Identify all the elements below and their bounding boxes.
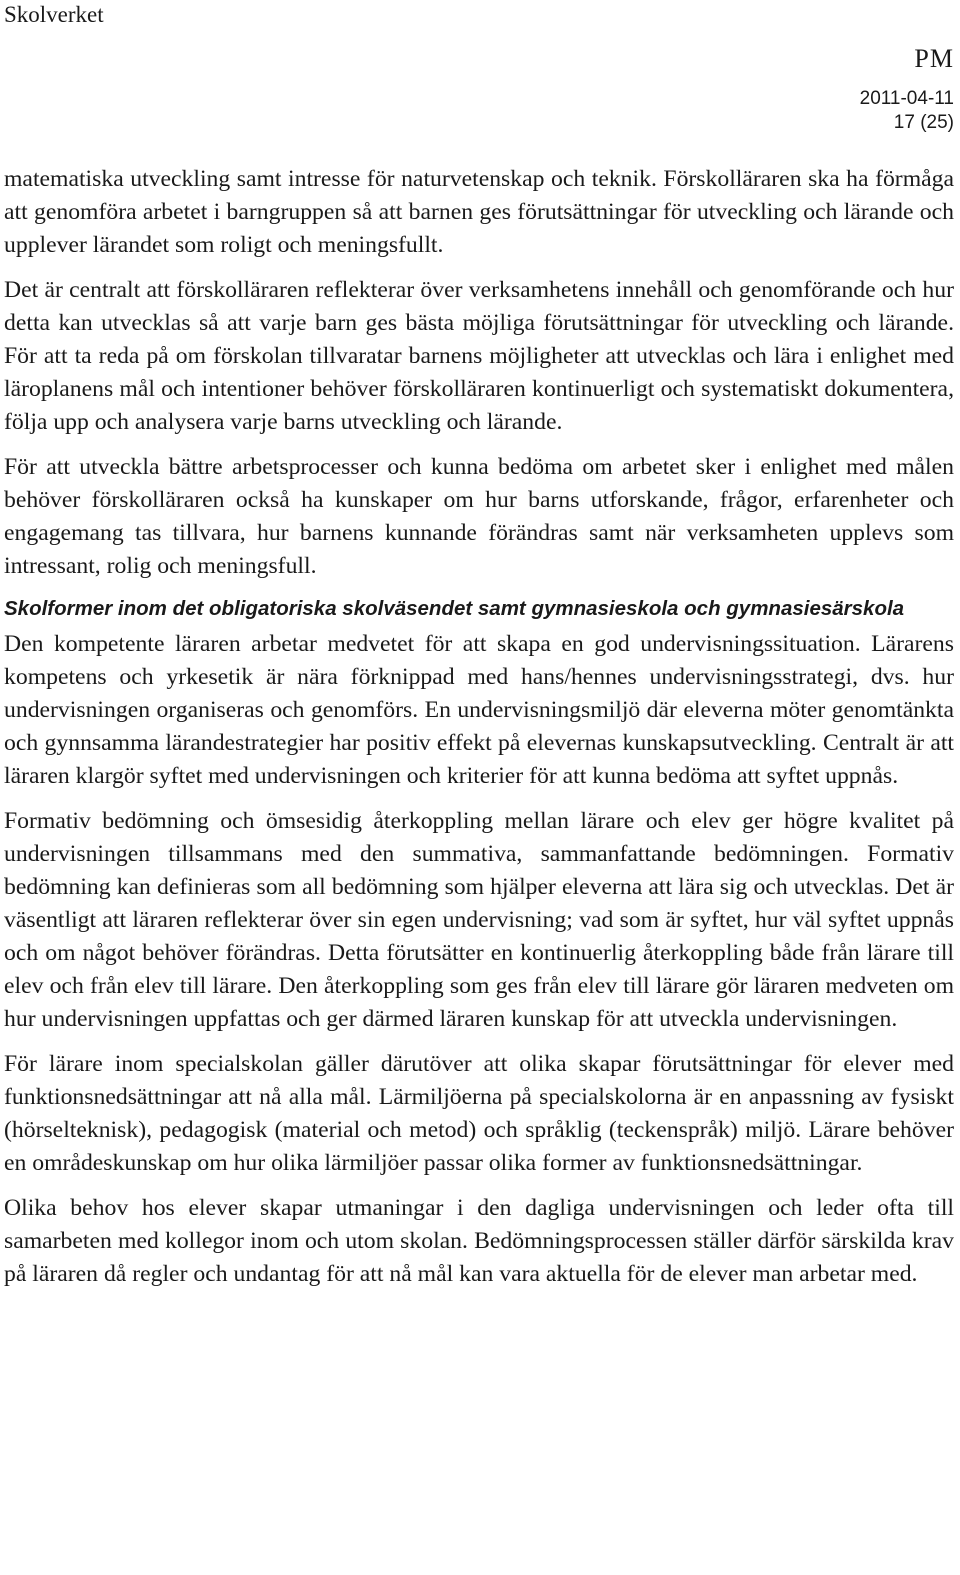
body-paragraph: Den kompetente läraren arbetar medvetet för att skapa en god undervisningssituation. Lärarens kompetens och yrkesetik är nära förknippad med hans/hennes undervisningsstrategi, dvs. hur undervisningen organiseras och genomförs. En undervisningsmiljö där eleverna möter genomtänkta och gynnsamma lärandestrategier har positiv effekt på elevernas kunskapsutveckling. Centralt är att läraren klargör syftet med undervisningen och kriterier för att kunna bedöma att syftet uppnås.: [4, 631, 954, 789]
document-date: 2011-04-11: [859, 88, 954, 109]
body-paragraph: För att utveckla bättre arbetsprocesser och kunna bedöma om arbetet sker i enlighet med målen behöver förskolläraren också ha kunskaper om hur barns utforskande, frågor, erfarenheter och engagemang tas tillvara, hur barnens kunnande förändras samt när verksamheten upplevs som intressant, rolig och meningsfull.: [4, 454, 954, 579]
document-type: PM: [914, 44, 954, 73]
body-paragraph: Det är centralt att förskolläraren reflekterar över verksamhetens innehåll och genomförande och hur detta kan utvecklas så att varje barn ges bästa möjliga förutsättningar för utveckling och lärande. För att ta reda på om förskolan tillvaratar barnens möjligheter att utvecklas och lära i enlighet med läroplanens mål och intentioner behöver förskolläraren kontinuerligt och systematiskt dokumentera, följa upp och analysera varje barns utveckling och lärande.: [4, 277, 954, 435]
organization-name: Skolverket: [4, 2, 104, 27]
body-paragraph: Olika behov hos elever skapar utmaningar i den dagliga undervisningen och leder ofta till samarbeten med kollegor inom och utom skolan. Bedömningsprocessen ställer därför särskilda krav på läraren då regler och undantag för att nå mål kan vara aktuella för de elever man arbetar med.: [4, 1195, 954, 1287]
document-body: [4, 163, 954, 1303]
section-heading: Skolformer inom det obligatoriska skolväsendet samt gymnasieskola och gymnasiesärskola: [4, 597, 905, 620]
page-header: [0, 0, 960, 145]
page-number: 17 (25): [893, 112, 954, 133]
body-paragraph: matematiska utveckling samt intresse för naturvetenskap och teknik. Förskolläraren ska ha förmåga att genomföra arbetet i barngruppen så att barnen ges förutsättningar för utveckling och lärande och upplever lärandet som roligt och meningsfullt.: [4, 166, 954, 258]
body-paragraph: För lärare inom specialskolan gäller därutöver att olika skapar förutsättningar för elever med funktionsnedsättningar att nå alla mål. Lärmiljöerna på specialskolorna är en anpassning av fysiskt (hörselteknisk), pedagogisk (material och metod) och språklig (teckenspråk) miljö. Lärare behöver en områdeskunskap om hur olika lärmiljöer passar olika former av funktionsnedsättningar.: [4, 1051, 954, 1176]
body-paragraph: Formativ bedömning och ömsesidig återkoppling mellan lärare och elev ger högre kvalitet på undervisningen tillsammans med den summativa, sammanfattande bedömningen. Formativ bedömning kan definieras som all bedömning som hjälper eleverna att lära sig och utvecklas. Det är väsentligt att läraren reflekterar över sin egen undervisning; vad som är syftet, hur väl syftet uppnås och om något behöver förändras. Detta förutsätter en kontinuerlig återkoppling både från lärare till elev och från elev till lärare. Den återkoppling som ges från elev till lärare gör läraren medveten om hur undervisningen uppfattas och ger därmed läraren kunskap för att utveckla undervisningen.: [4, 808, 954, 1032]
